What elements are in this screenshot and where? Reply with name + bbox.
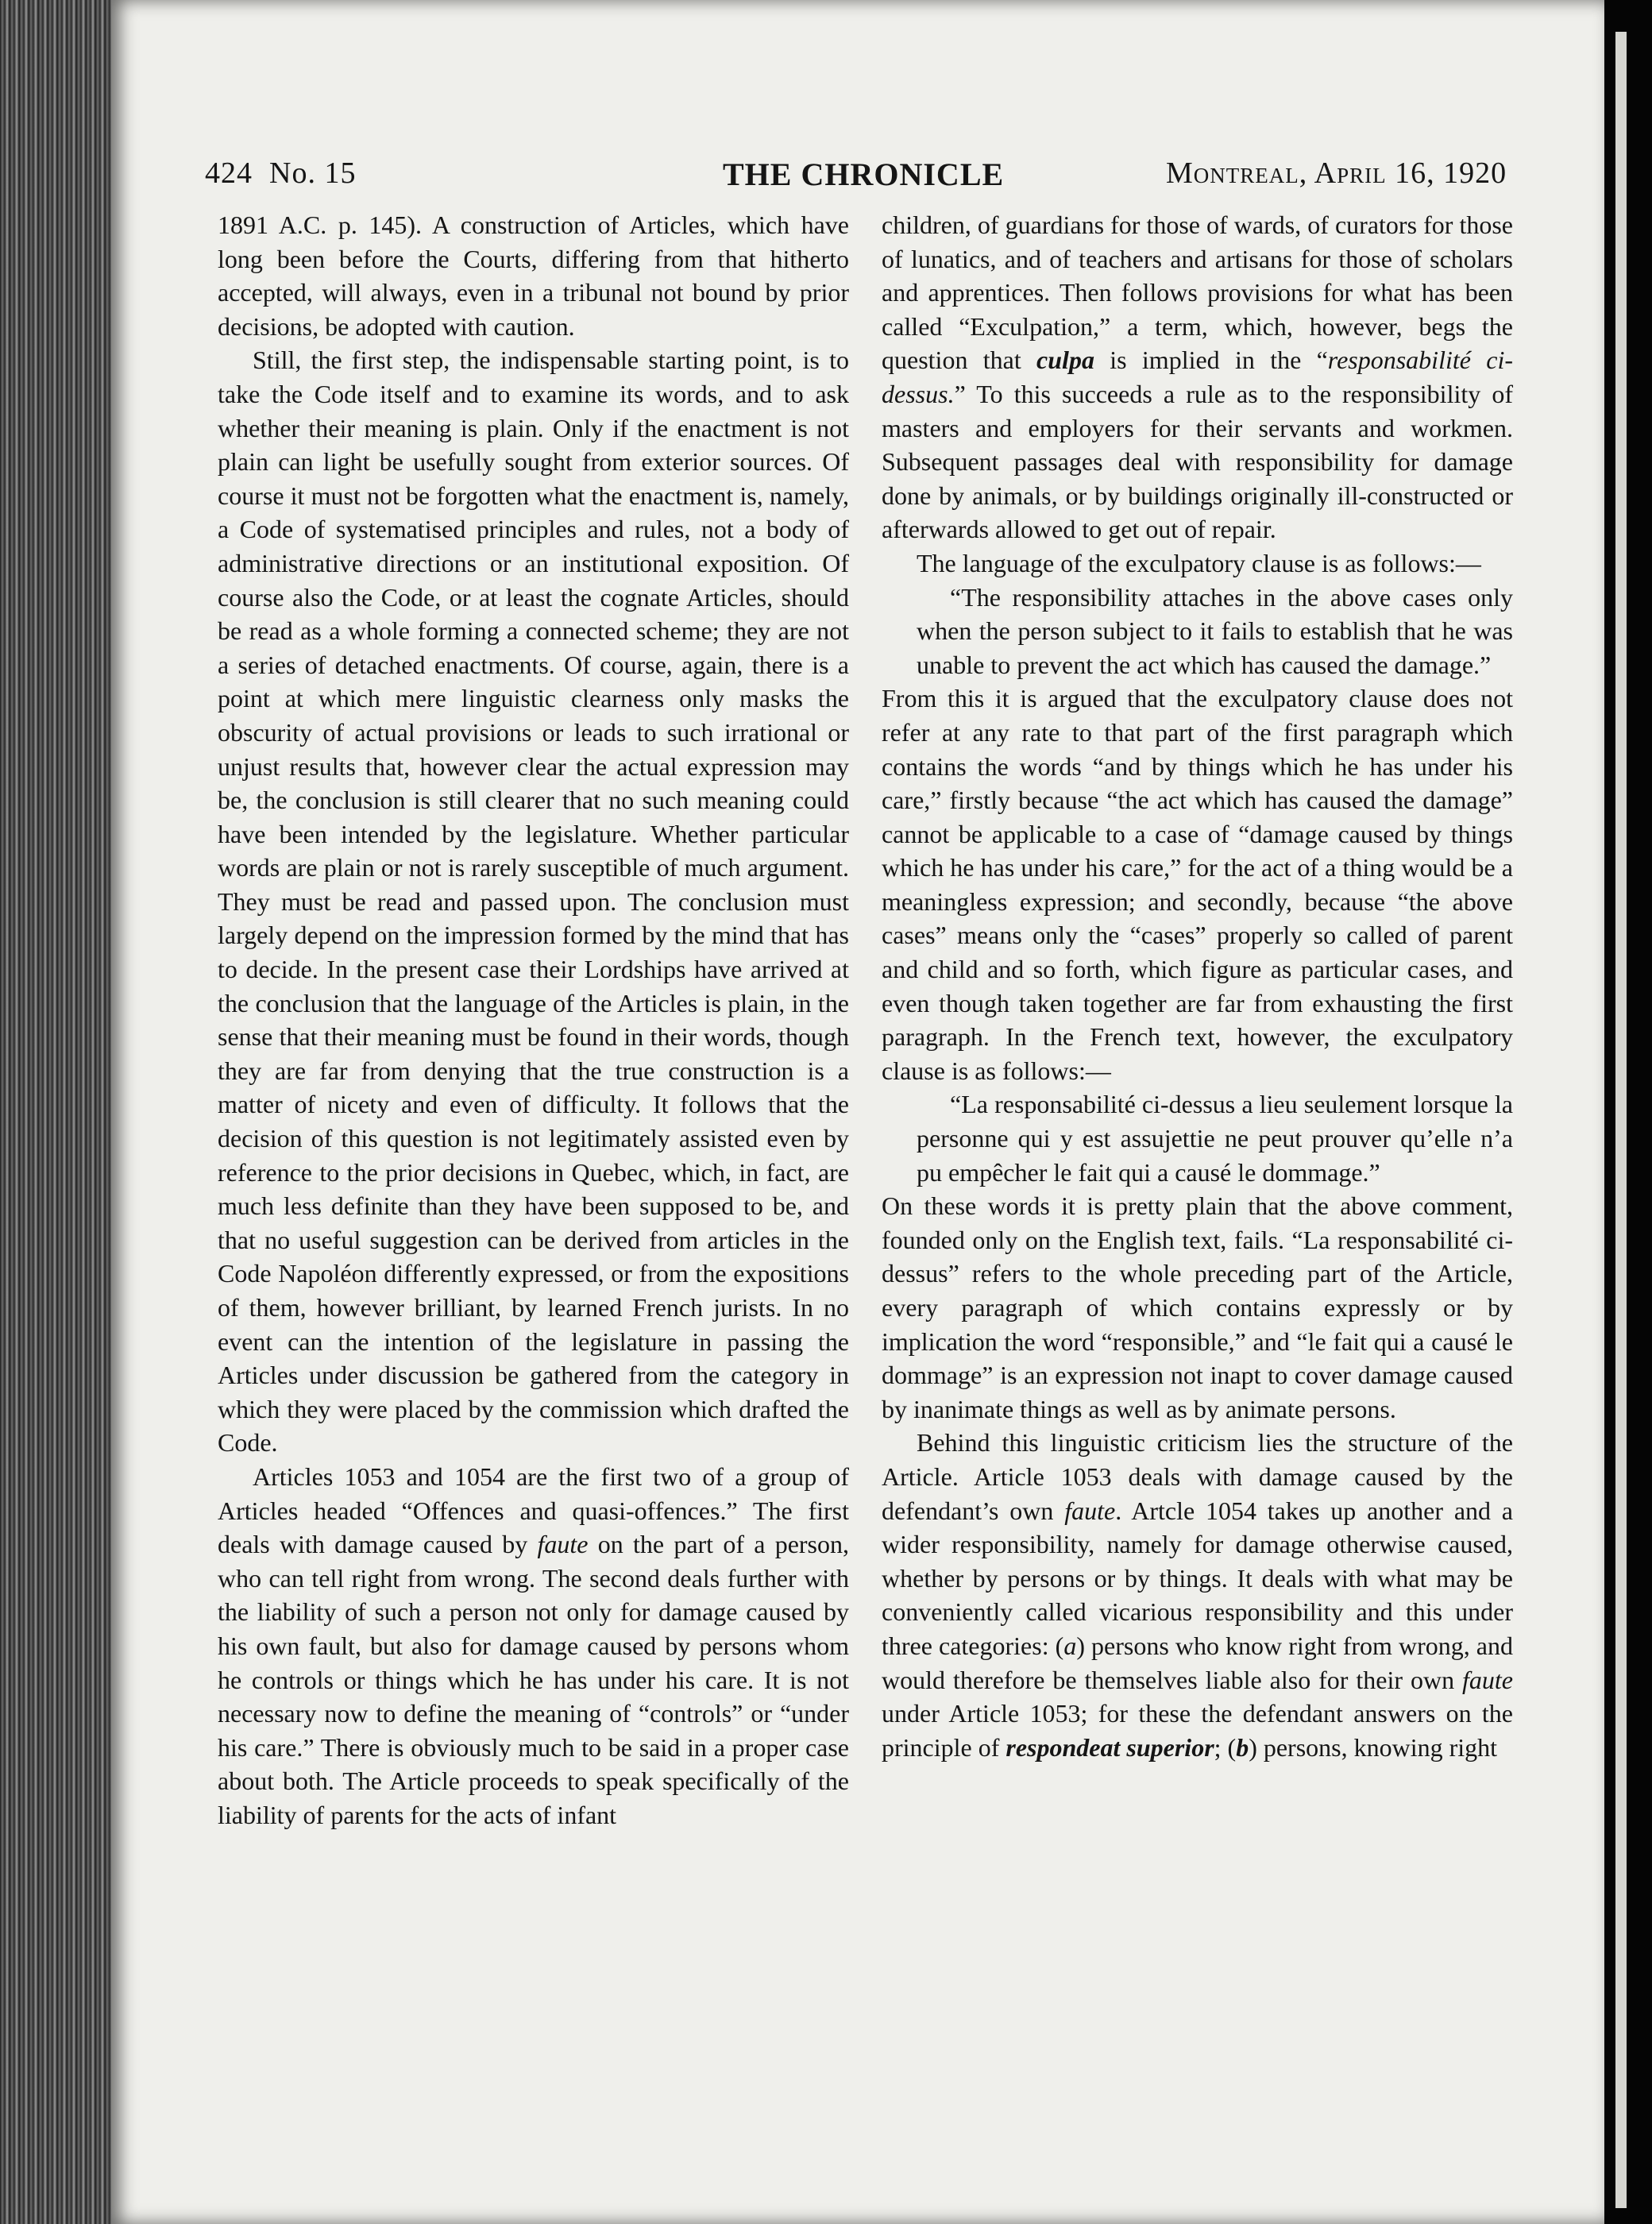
next-page-edge [1615,32,1627,2208]
text-run: Articles 1053 and 1054 are the first two of a group of Articles headed “Offences and quasi-offences.” The first deals with damage caused by [218,1461,849,1559]
text-run: ) persons, knowing right [1249,1732,1498,1762]
italic-term: responsabilité ci-dessus. [882,346,1513,408]
page-number-issue [205,156,356,191]
dateline: Montreal, April 16, 1920 [1166,156,1507,190]
book-binding-edge [0,0,111,2224]
right-column [882,208,1513,1764]
paragraph [218,1460,849,1832]
paragraph: 1891 A.C. p. 145). A construction of Articles, which have long been before the Courts, differing from that hitherto accepted, will always, even in a tribunal not bound by prior decisions, be adopted with caution. [218,210,849,341]
italic-term: faute [537,1530,589,1559]
text-run: on the part of a person, who can tell right from wrong. The second deals further with the liability of such a person not only for damage caused by his own fault, but also for damage caused by persons whom he controls or things which he has under his care. It is not necessary now to define the meaning of “controls” or “under his care.” There is obviously much to be said in a proper case about both. The Article proceeds to speak specifically of the liability of parents for the acts of infant [218,1530,850,1829]
italic-term: a [1063,1631,1077,1660]
text-run: Behind this linguistic criticism lies the structure of the Article. Article 1053 deals with damage caused by the defendant’s own [882,1428,1513,1525]
text-run: . Artcle 1054 takes up another and a wider responsibility, namely for damage otherwise caused, whether by persons or by things. It deals with what may be conveniently called vicarious responsibility and this under three categories: ( [882,1496,1514,1660]
paragraph: On these words it is pretty plain that the above comment, founded only on the English text, fails. “La responsabilité ci-dessus” refers to the whole preceding part of the Article, every paragraph of which contains expressly or by implication the word “responsible,” and “le fait qui a causé le dommage” is an expression not inapt to cover damage caused by inanimate things as well as by animate persons. [882,1191,1513,1423]
paragraph: Still, the first step, the indispensable starting point, is to take the Code itself and to examine its words, and to ask whether their meaning is plain. Only if the enactment is not plain can light be usefully sought from exterior sources. Of course it must not be forgotten what the enactment is, namely, a Code of systematised principles and rules, not a body of administrative directions or an institutional exposition. Of course also the Code, or at least the cognate Articles, should be read as a whole forming a connected scheme; they are not a series of detached enactments. Of course, again, there is a point at which mere linguistic clearness only masks the obscurity of actual provisions or leads to such irrational or unjust results that, however clear the actual expression may be, the conclusion is still clearer that no such meaning could have been intended by the legislature. Whether particular words are plain or not is rarely susceptible of much argument. They must be read and passed upon. The conclusion must largely depend on the impression formed by the mind that has to decide. In the present case their Lordships have arrived at the conclusion that the language of the Articles is plain, in the sense that their meaning must be found in their words, though they are far from denying that the true construction is a matter of nicety and even of difficulty. It follows that the decision of this question is not legitimately assisted even by reference to the prior decisions in Quebec, which, in fact, are much less definite than they have been supposed to be, and that no useful suggestion can be derived from articles in the Code Napoléon differently expressed, or from the expositions of them, however brilliant, by learned French jurists. In no event can the intention of the legislature in passing the Articles under discussion be gathered from the category in which they were placed by the commission which drafted the Code. [218,346,849,1458]
text-run: ) persons who know right from wrong, and would therefore be themselves liable also for their own [882,1631,1514,1694]
publication-title: THE CHRONICLE [723,156,1005,192]
paragraph [882,1426,1513,1764]
italic-term: faute [1462,1665,1513,1694]
issue-number: No. 15 [269,156,357,190]
paragraph: From this it is argued that the exculpatory clause does not refer at any rate to that part of the first paragraph which contains the words “and by things which he has under his care,” firstly because “the act which has caused the damage” cannot be applicable to a case of “damage caused by things which he has under his care,” for the act of a thing would be a meaningless expression; and secondly, because “the above cases” means only the “cases” properly so called of parent and child and so forth, which figure as particular cases, and even though taken together are far from exhausting the first paragraph. In the French text, however, the exculpatory clause is as follows:— [882,684,1513,1085]
italic-term: faute [1064,1496,1116,1525]
text-run: under Article 1053; for these the defendant answers on the principle of [882,1699,1513,1762]
block-quote: “La responsabilité ci-dessus a lieu seulement lorsque la personne qui y est assujettie ne peut prouver qu’elle n’a pu empêcher le fait qui a causé le dommage.” [917,1090,1513,1187]
text-run: children, of guardians for those of wards, of curators for those of lunatics, and of teachers and artisans for those of scholars and apprentices. Then follows provisions for what has been called “Exculpation,” a term, which, however, begs the question that [882,210,1513,375]
italic-term: b [1236,1732,1249,1762]
italic-term: culpa [1036,346,1094,375]
paragraph: The language of the exculpatory clause is as follows:— [917,548,1481,577]
text-run: ” To this succeeds a rule as to the responsibility of masters and employers for their servants and workmen. Subsequent passages deal with responsibility for damage done by animals, or by buildings originally ill-constructed or afterwards allowed to get out of repair. [882,379,1513,544]
text-run: ; ( [1214,1732,1237,1762]
italic-term: respondeat superior [1005,1732,1214,1762]
newspaper-page [111,0,1604,2224]
scan-border-right [1604,0,1652,2224]
page-number: 424 [205,156,253,190]
text-run: is implied in the “ [1094,346,1328,375]
paragraph [882,208,1513,546]
left-column [218,208,849,1832]
block-quote: “The responsibility attaches in the above cases only when the person subject to it fails to establish that he was unable to prevent the act which has caused the damage.” [917,582,1513,679]
